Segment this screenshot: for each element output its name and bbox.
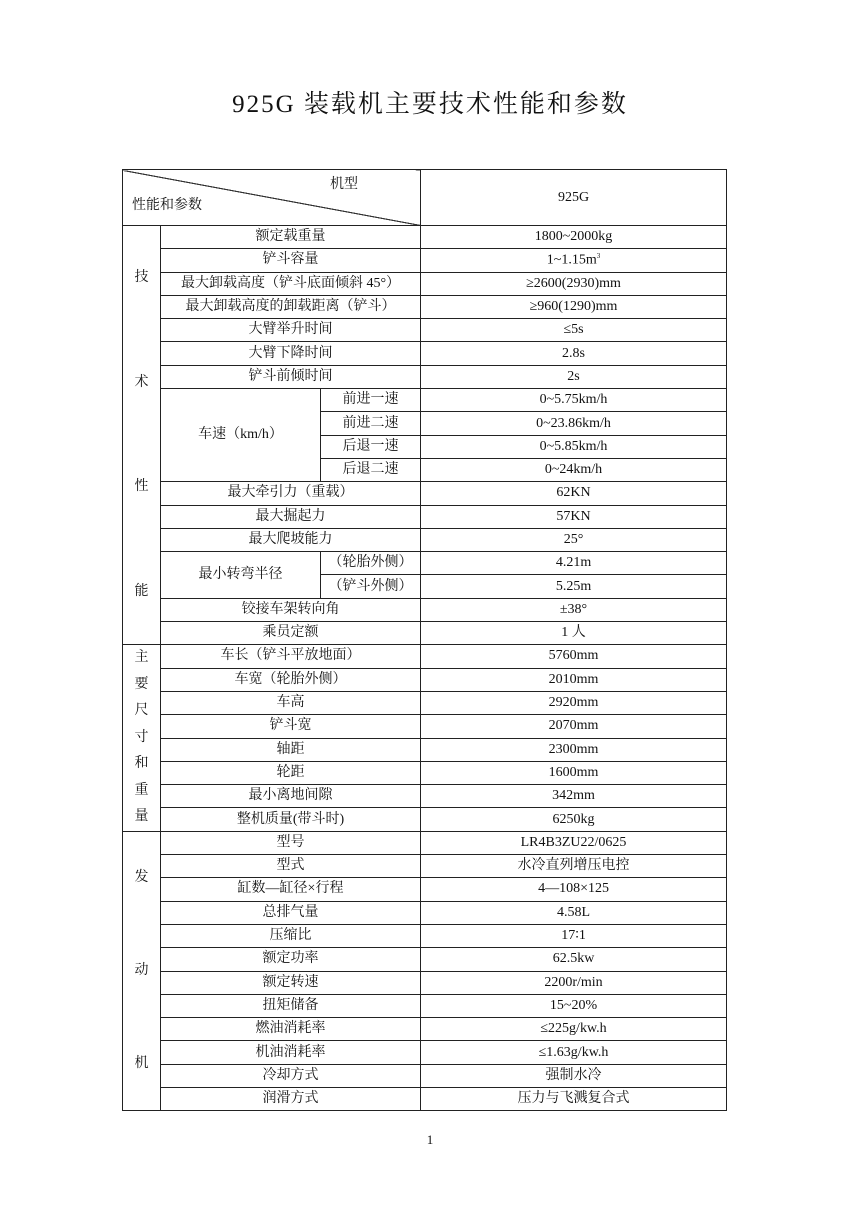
param-value: 0~5.85km/h — [421, 435, 727, 458]
param-value: ≥960(1290)mm — [421, 295, 727, 318]
sub-param-label: 前进二速 — [321, 412, 421, 435]
param-value: 1 人 — [421, 622, 727, 645]
param-value: 5760mm — [421, 645, 727, 668]
param-label: 缸数—缸径×行程 — [161, 878, 421, 901]
table-row — [123, 878, 727, 901]
group-label: 最小转弯半径 — [161, 552, 321, 599]
category-cell — [123, 226, 161, 645]
param-value: 2s — [421, 365, 727, 388]
category-char: 技 — [134, 270, 149, 286]
table-row — [123, 738, 727, 761]
model-value: 925G — [421, 170, 727, 226]
category-char: 性 — [134, 479, 149, 495]
param-value: 1800~2000kg — [421, 226, 727, 249]
param-value: 62KN — [421, 482, 727, 505]
param-value: 压力与飞溅复合式 — [421, 1087, 727, 1110]
param-label: 额定功率 — [161, 948, 421, 971]
param-label: 机油消耗率 — [161, 1041, 421, 1064]
category-label — [123, 645, 160, 830]
category-char: 机 — [134, 1055, 149, 1071]
table-row — [123, 1087, 727, 1110]
param-label: 铲斗容量 — [161, 249, 421, 272]
table-row — [123, 552, 727, 575]
table-row — [123, 598, 727, 621]
param-value: 0~5.75km/h — [421, 389, 727, 412]
category-char: 和 — [134, 756, 149, 772]
table-row — [123, 365, 727, 388]
sub-param-label: （轮胎外侧） — [321, 552, 421, 575]
category-char: 要 — [134, 676, 149, 692]
param-value: 1600mm — [421, 761, 727, 784]
table-row — [123, 924, 727, 947]
param-label: 润滑方式 — [161, 1087, 421, 1110]
param-value: 水冷直列增压电控 — [421, 855, 727, 878]
param-value: 0~23.86km/h — [421, 412, 727, 435]
table-row — [123, 249, 727, 272]
table-row — [123, 715, 727, 738]
header-row — [123, 170, 727, 226]
category-label — [123, 226, 160, 644]
table-row — [123, 691, 727, 714]
table-row — [123, 831, 727, 854]
spec-table — [122, 169, 727, 1111]
param-value: 2070mm — [421, 715, 727, 738]
table-row — [123, 808, 727, 831]
param-value: LR4B3ZU22/0625 — [421, 831, 727, 854]
param-value: 5.25m — [421, 575, 727, 598]
category-char: 寸 — [134, 729, 149, 745]
params-label: 性能和参数 — [132, 198, 202, 213]
param-label: 车长（铲斗平放地面） — [161, 645, 421, 668]
param-label: 型号 — [161, 831, 421, 854]
param-value: 6250kg — [421, 808, 727, 831]
table-row — [123, 645, 727, 668]
param-value: ≤225g/kw.h — [421, 1018, 727, 1041]
param-value: 62.5kw — [421, 948, 727, 971]
param-value: 2010mm — [421, 668, 727, 691]
table-row — [123, 948, 727, 971]
param-label: 整机质量(带斗时) — [161, 808, 421, 831]
param-value: 17∶1 — [421, 924, 727, 947]
param-value: 342mm — [421, 785, 727, 808]
table-row — [123, 901, 727, 924]
table-row — [123, 342, 727, 365]
param-label: 铰接车架转向角 — [161, 598, 421, 621]
table-row — [123, 1041, 727, 1064]
page-number: 1 — [426, 1132, 434, 1147]
param-label: 总排气量 — [161, 901, 421, 924]
sub-param-label: 前进一速 — [321, 389, 421, 412]
param-value: 57KN — [421, 505, 727, 528]
category-char: 主 — [134, 650, 149, 666]
param-label: 额定载重量 — [161, 226, 421, 249]
table-row — [123, 528, 727, 551]
table-row — [123, 272, 727, 295]
param-value: 0~24km/h — [421, 458, 727, 481]
table-row — [123, 668, 727, 691]
param-label: 车宽（轮胎外侧） — [161, 668, 421, 691]
sub-param-label: （铲斗外侧） — [321, 575, 421, 598]
group-label: 车速（km/h） — [161, 389, 321, 482]
table-row — [123, 855, 727, 878]
param-label: 大臂举升时间 — [161, 319, 421, 342]
param-value: 强制水冷 — [421, 1064, 727, 1087]
param-label: 最大卸载高度的卸载距离（铲斗） — [161, 295, 421, 318]
param-label: 最小离地间隙 — [161, 785, 421, 808]
table-row — [123, 319, 727, 342]
category-char: 能 — [134, 583, 149, 599]
param-value: 2.8s — [421, 342, 727, 365]
param-value: 4.58L — [421, 901, 727, 924]
table-row — [123, 226, 727, 249]
category-cell — [123, 831, 161, 1111]
category-char: 术 — [134, 374, 149, 390]
param-label: 轮距 — [161, 761, 421, 784]
param-value: 2920mm — [421, 691, 727, 714]
document-title: 925G 装载机主要技术性能和参数 — [232, 91, 628, 118]
param-value: ≤5s — [421, 319, 727, 342]
category-char: 量 — [134, 809, 149, 825]
table-row — [123, 505, 727, 528]
table-row — [123, 994, 727, 1017]
table-row — [123, 389, 727, 412]
param-value: 2300mm — [421, 738, 727, 761]
sub-param-label: 后退二速 — [321, 458, 421, 481]
param-value: ≤1.63g/kw.h — [421, 1041, 727, 1064]
table-row — [123, 785, 727, 808]
param-label: 扭矩储备 — [161, 994, 421, 1017]
param-label: 最大爬坡能力 — [161, 528, 421, 551]
param-value: ≥2600(2930)mm — [421, 272, 727, 295]
param-value: 4—108×125 — [421, 878, 727, 901]
param-label: 最大牵引力（重载） — [161, 482, 421, 505]
table-row — [123, 971, 727, 994]
param-label: 铲斗宽 — [161, 715, 421, 738]
category-label — [123, 832, 160, 1111]
table-row — [123, 295, 727, 318]
param-label: 大臂下降时间 — [161, 342, 421, 365]
param-label: 压缩比 — [161, 924, 421, 947]
param-label: 最大卸载高度（铲斗底面倾斜 45°） — [161, 272, 421, 295]
category-char: 重 — [134, 782, 149, 798]
table-row — [123, 1064, 727, 1087]
model-label: 机型 — [330, 177, 359, 192]
sub-param-label: 后退一速 — [321, 435, 421, 458]
param-label: 轴距 — [161, 738, 421, 761]
param-label: 燃油消耗率 — [161, 1018, 421, 1041]
param-label: 最大掘起力 — [161, 505, 421, 528]
param-value: $1\sim 1.15m^3$ — [421, 249, 727, 272]
param-label: 铲斗前倾时间 — [161, 365, 421, 388]
param-label: 车高 — [161, 691, 421, 714]
category-char: 发 — [134, 869, 149, 885]
param-label: 乘员定额 — [161, 622, 421, 645]
param-label: 冷却方式 — [161, 1064, 421, 1087]
table-row — [123, 622, 727, 645]
param-value: 15~20% — [421, 994, 727, 1017]
param-value: 25° — [421, 528, 727, 551]
param-label: 额定转速 — [161, 971, 421, 994]
table-row — [123, 761, 727, 784]
table-row — [123, 1018, 727, 1041]
param-value: 4.21m — [421, 552, 727, 575]
param-label: 型式 — [161, 855, 421, 878]
param-value: ±38° — [421, 598, 727, 621]
diagonal-header-cell — [123, 170, 421, 226]
category-char: 尺 — [134, 703, 149, 719]
category-cell — [123, 645, 161, 831]
category-char: 动 — [134, 962, 149, 978]
param-value: 2200r/min — [421, 971, 727, 994]
table-row — [123, 482, 727, 505]
